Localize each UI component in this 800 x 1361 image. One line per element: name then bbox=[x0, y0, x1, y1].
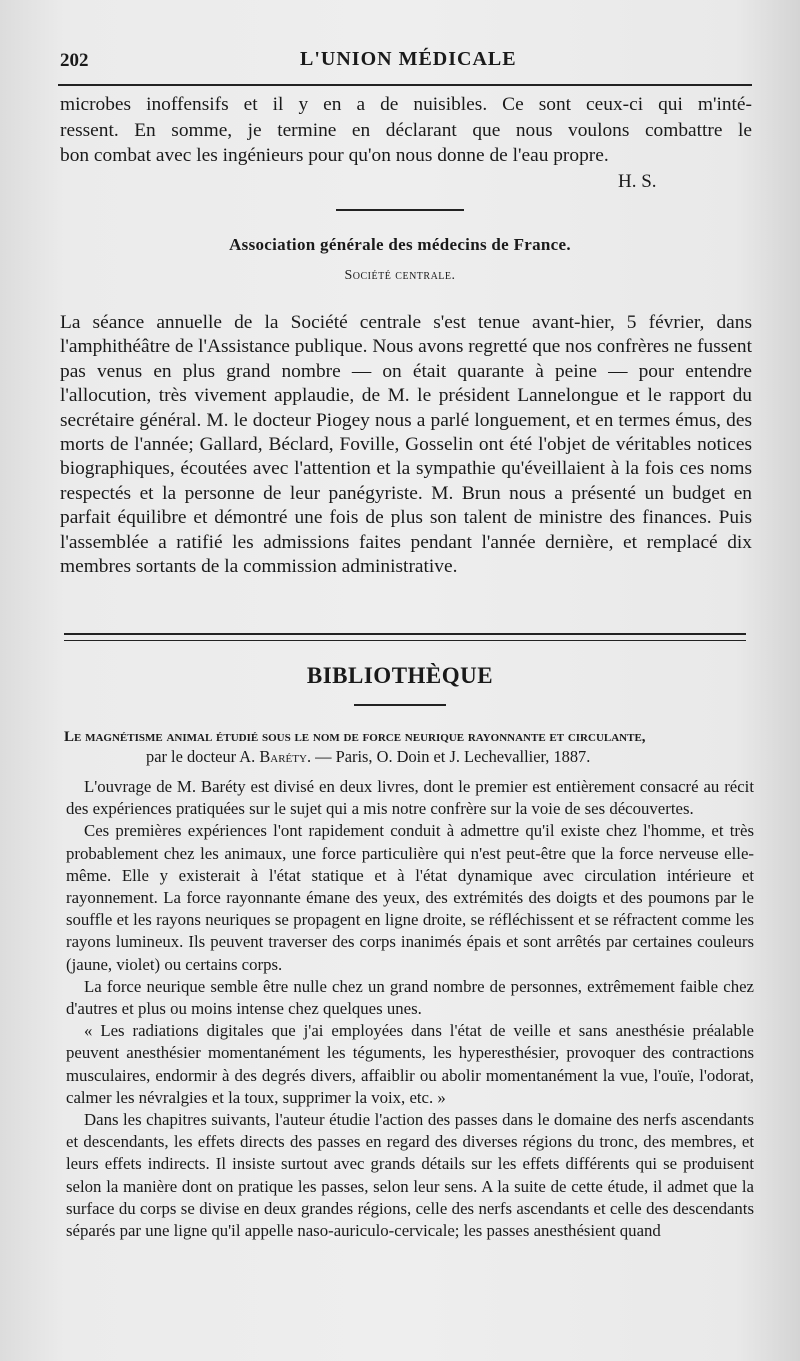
association-paragraph: La séance annuelle de la Société centrale s'est tenue avant-hier, 5 février, dans l'amphithéâtre de l'Assistance publique. Nous avons regretté que nos confrères ne fussent pas venus en plus grand nombre — on était quarante à peine — pour entendre l'allocution, très vivement applaudie, de M. le président Lannelongue et le rapport du secrétaire général. M. le docteur Piogey nous a parlé longuement, et en termes émus, des morts de l'année; Gallard, Béclard, Foville, Gosselin ont été l'objet de véritables notices biographiques, écoutées avec l'attention et la sympathie qu'éveillaient à la fois ces noms respectés et la personne de leur panégyriste. M. Brun nous a présenté un budget en parfait équilibre et démontré une fois de plus son talent de ministre des finances. Puis l'assemblée a ratifié les admissions faites pendant l'année dernière, et remplacé dix membres sortants de la commission administrative. bbox=[60, 312, 752, 578]
lead-line: ressent. En somme, je termine en déclarant que nous voulons combattre le bbox=[60, 119, 752, 141]
lead-signature: H. S. bbox=[618, 171, 657, 192]
bibliotheque-title: BIBLIOTHÈQUE bbox=[306, 663, 494, 688]
running-head bbox=[60, 44, 752, 80]
review-paragraph: L'ouvrage de M. Baréty est divisé en deux livres, dont le premier est entièrement consacré au récit des expériences pratiquées sur le sujet qui a mis notre confrère sur la voie de ses découvertes. bbox=[66, 777, 754, 819]
review-paragraph: Dans les chapitres suivants, l'auteur étudie l'action des passes dans le domaine des nerfs ascendants et descendants, les effets directs des passes en regard des diverses régions du tronc, des membres, et leurs effets indirects. Il insiste surtout avec grands détails sur les effets différents qui se produisent selon la manière dont on pratique les passes, selon leur sens. A la suite de cette étude, il admet que la surface du corps se divise en deux grandes régions, celle des nerfs ascendants et celle des descendants séparés par une ligne qu'il appelle naso-auriculo-cervicale; les passes anesthésient quand bbox=[66, 1110, 754, 1241]
lead-line: bon combat avec les ingénieurs pour qu'on nous donne de l'eau propre. bbox=[60, 145, 609, 166]
journal-title: L'UNION MÉDICALE bbox=[300, 48, 517, 70]
lead-line: microbes inoffensifs et il y en a de nuisibles. Ce sont ceux-ci qui m'inté- bbox=[60, 94, 752, 115]
lead-article-text bbox=[60, 92, 752, 169]
review-paragraph: Ces premières expériences l'ont rapidement conduit à admettre qu'il existe chez l'homme, et très probablement chez les animaux, une force particulière qui n'est peut-être que la force nerveuse elle-même. Elle y existerait à l'état statique et à l'état dynamique avec circulation intérieure et rayonnement. La force rayonnante émane des yeux, des extrémités des doigts et des poumons par le souffle et les rayons neuriques se propagent en ligne droite, se réfléchissent et se réfractent comme les rayons lumineux. Ils peuvent traverser des corps inanimés épais et sont arrêtés par certaines couleurs (jaune, violet) ou certains corps. bbox=[66, 821, 754, 974]
review-body bbox=[66, 776, 754, 1242]
book-publisher: . — Paris, O. Doin et J. Lechevallier, 1887. bbox=[306, 747, 591, 766]
book-author-name: Baréty bbox=[259, 747, 307, 766]
book-reference bbox=[64, 726, 752, 767]
title-underline bbox=[354, 704, 446, 706]
review-paragraph: La force neurique semble être nulle chez un grand nombre de personnes, extrêmement faible chez d'autres et plus ou moins intense chez quelques unes. bbox=[66, 976, 754, 1019]
book-author-prefix: par le docteur A. bbox=[146, 747, 256, 766]
association-paragraph-block bbox=[60, 311, 752, 579]
section-double-rule bbox=[64, 633, 746, 635]
section-double-rule bbox=[64, 640, 746, 641]
association-title: Association générale des médecins de France. bbox=[229, 235, 571, 254]
review-paragraph: « Les radiations digitales que j'ai employées dans l'état de veille et sans anesthésie préalable peuvent anesthésier momentanément les téguments, les hyperesthésier, provoquer des contractions musculaires, endormir à des degrés divers, affaiblir ou abolir momentanément la vue, l'ouïe, l'odorat, calmer les névralgies et la toux, supprimer la voix, etc. » bbox=[66, 1021, 754, 1107]
book-title: Le magnétisme animal étudié sous le nom de force neurique rayonnante et circulante, bbox=[64, 729, 646, 745]
page-number: 202 bbox=[60, 50, 89, 71]
header-rule bbox=[58, 84, 752, 86]
section-separator bbox=[336, 209, 464, 211]
association-subtitle: Société centrale. bbox=[344, 268, 456, 283]
